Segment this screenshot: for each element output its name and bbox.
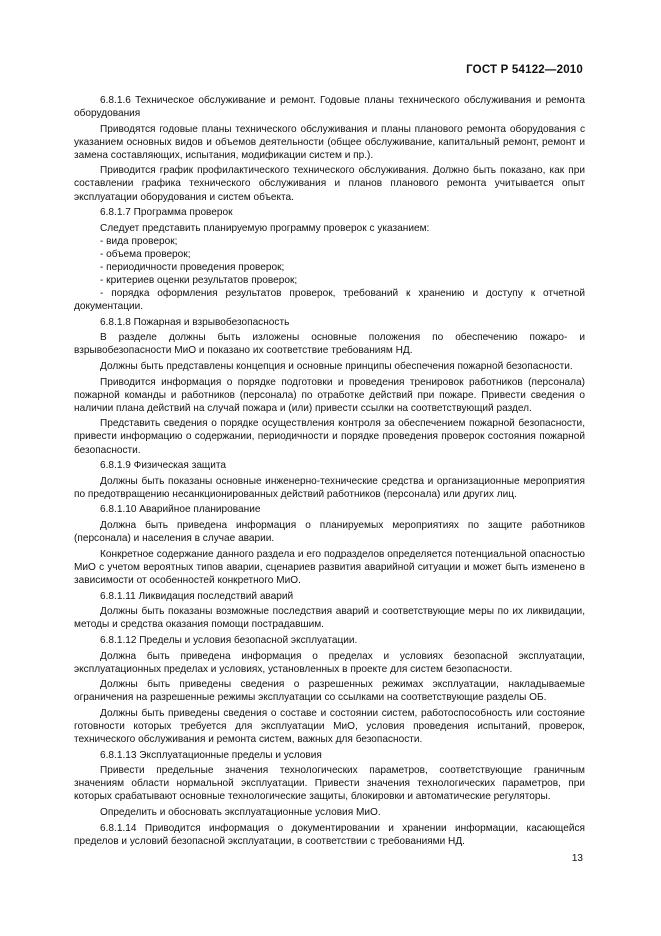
paragraph: Должна быть приведена информация о планируемых мероприятиях по защите работников (персонала) и населения в случае аварии. [74, 520, 585, 545]
paragraph: Представить сведения о порядке осуществления контроля за обеспечением пожарной безопасности, привести информацию о содержании, периодичности и порядке проведения проверок состояния пожарной безопасности. [74, 418, 585, 456]
list-item: - периодичности проведения проверок; [100, 261, 285, 273]
page-number: 13 [571, 853, 583, 864]
paragraph: 6.8.1.14 Приводится информация о документировании и хранении информации, касающейся пределов и условий безопасной эксплуатации, в соответствии с требованиями НД. [74, 822, 585, 847]
section-heading: 6.8.1.12 Пределы и условия безопасной эксплуатации. [100, 634, 358, 646]
paragraph: Должны быть приведены сведения о составе и состоянии систем, работоспособность или состояние готовности которых требуется для эксплуатации МиО, условия проведения испытаний, проверок, технического обслуживания и ремонта систем, важных для безопасности. [74, 707, 585, 745]
paragraph: Должны быть показаны основные инженерно-технические средства и организационные мероприятия по предотвращению несанкционированных действий работников (персонала) или других лиц. [74, 475, 585, 500]
paragraph: Должны быть приведены сведения о разрешенных режимах эксплуатации, накладываемые ограничения на разрешенные режимы эксплуатации со ссылками на соответствующие разделы ОБ. [74, 679, 585, 704]
list-item: - порядка оформления результатов проверок, требований к хранению и доступу к отчетной документации. [74, 288, 585, 313]
section-heading: 6.8.1.10 Аварийное планирование [100, 504, 261, 516]
paragraph: Привести предельные значения технологических параметров, соответствующие граничным значениям области нормальной эксплуатации. Привести значения технологических параметров, при которых срабатывают основные технологические защиты, блокировки и автоматические регуляторы. [74, 765, 585, 803]
paragraph: Конкретное содержание данного раздела и его подразделов определяется потенциальной опасностью МиО с учетом вероятных типов аварии, сценариев развития аварийной ситуации и может быть изменено в зависимости от особенностей конкретного МиО. [74, 548, 585, 586]
paragraph: В разделе должны быть изложены основные положения по обеспечению пожаро- и взрывобезопасности МиО и показано их соответствие требованиям НД. [74, 332, 585, 357]
paragraph: Определить и обосновать эксплуатационные условия МиО. [100, 807, 381, 818]
section-heading: 6.8.1.13 Эксплуатационные пределы и условия [100, 749, 322, 761]
section-heading: 6.8.1.8 Пожарная и взрывобезопасность [100, 316, 290, 328]
paragraph: Приводится информация о порядке подготовки и проведения тренировок работников (персонала) пожарной команды и работников (персонала) по отработке действий при пожаре. Привести сведения о наличии плана действий на случай пожара и (или) привести ссылки на соответствующий раздел. [74, 376, 585, 414]
list-item: - вида проверок; [100, 235, 178, 247]
section-heading: 6.8.1.11 Ликвидация последствий аварий [100, 590, 294, 602]
paragraph: Приводится график профилактического технического обслуживания. Должно быть показано, как при составлении графика технического обслуживания и планов планового ремонта учитывается опыт эксплуатации оборудования и систем объекта. [74, 165, 585, 203]
paragraph: Должны быть показаны возможные последствия аварий и соответствующие меры по их ликвидации, методы и средства оказания помощи пострадавшим. [74, 606, 585, 631]
section-heading: 6.8.1.9 Физическая защита [100, 460, 226, 472]
list-item: - критериев оценки результатов проверок; [100, 274, 298, 286]
list-item: - объема проверок; [100, 248, 191, 260]
section-heading: 6.8.1.6 Техническое обслуживание и ремонт. Годовые планы технического обслуживания и ремонта оборудования [74, 95, 585, 120]
document-code: ГОСТ Р 54122—2010 [466, 64, 583, 76]
paragraph: Должна быть приведена информация о пределах и условиях безопасной эксплуатации, эксплуатационных пределах и условиях, установленных в проекте для систем безопасности. [74, 650, 585, 675]
document-body [74, 94, 585, 850]
paragraph: Должны быть представлены концепция и основные принципы обеспечения пожарной безопасности. [100, 361, 573, 373]
section-heading: 6.8.1.7 Программа проверок [100, 207, 233, 219]
paragraph: Приводятся годовые планы технического обслуживания и планы планового ремонта оборудования с указанием основных видов и объемов деятельности (общее обслуживание, капитальный ремонт, ремонт и замена составляющих, испытания, модификации систем и пр.). [74, 123, 585, 161]
list-intro: Следует представить планируемую программу проверок с указанием: [100, 222, 430, 234]
